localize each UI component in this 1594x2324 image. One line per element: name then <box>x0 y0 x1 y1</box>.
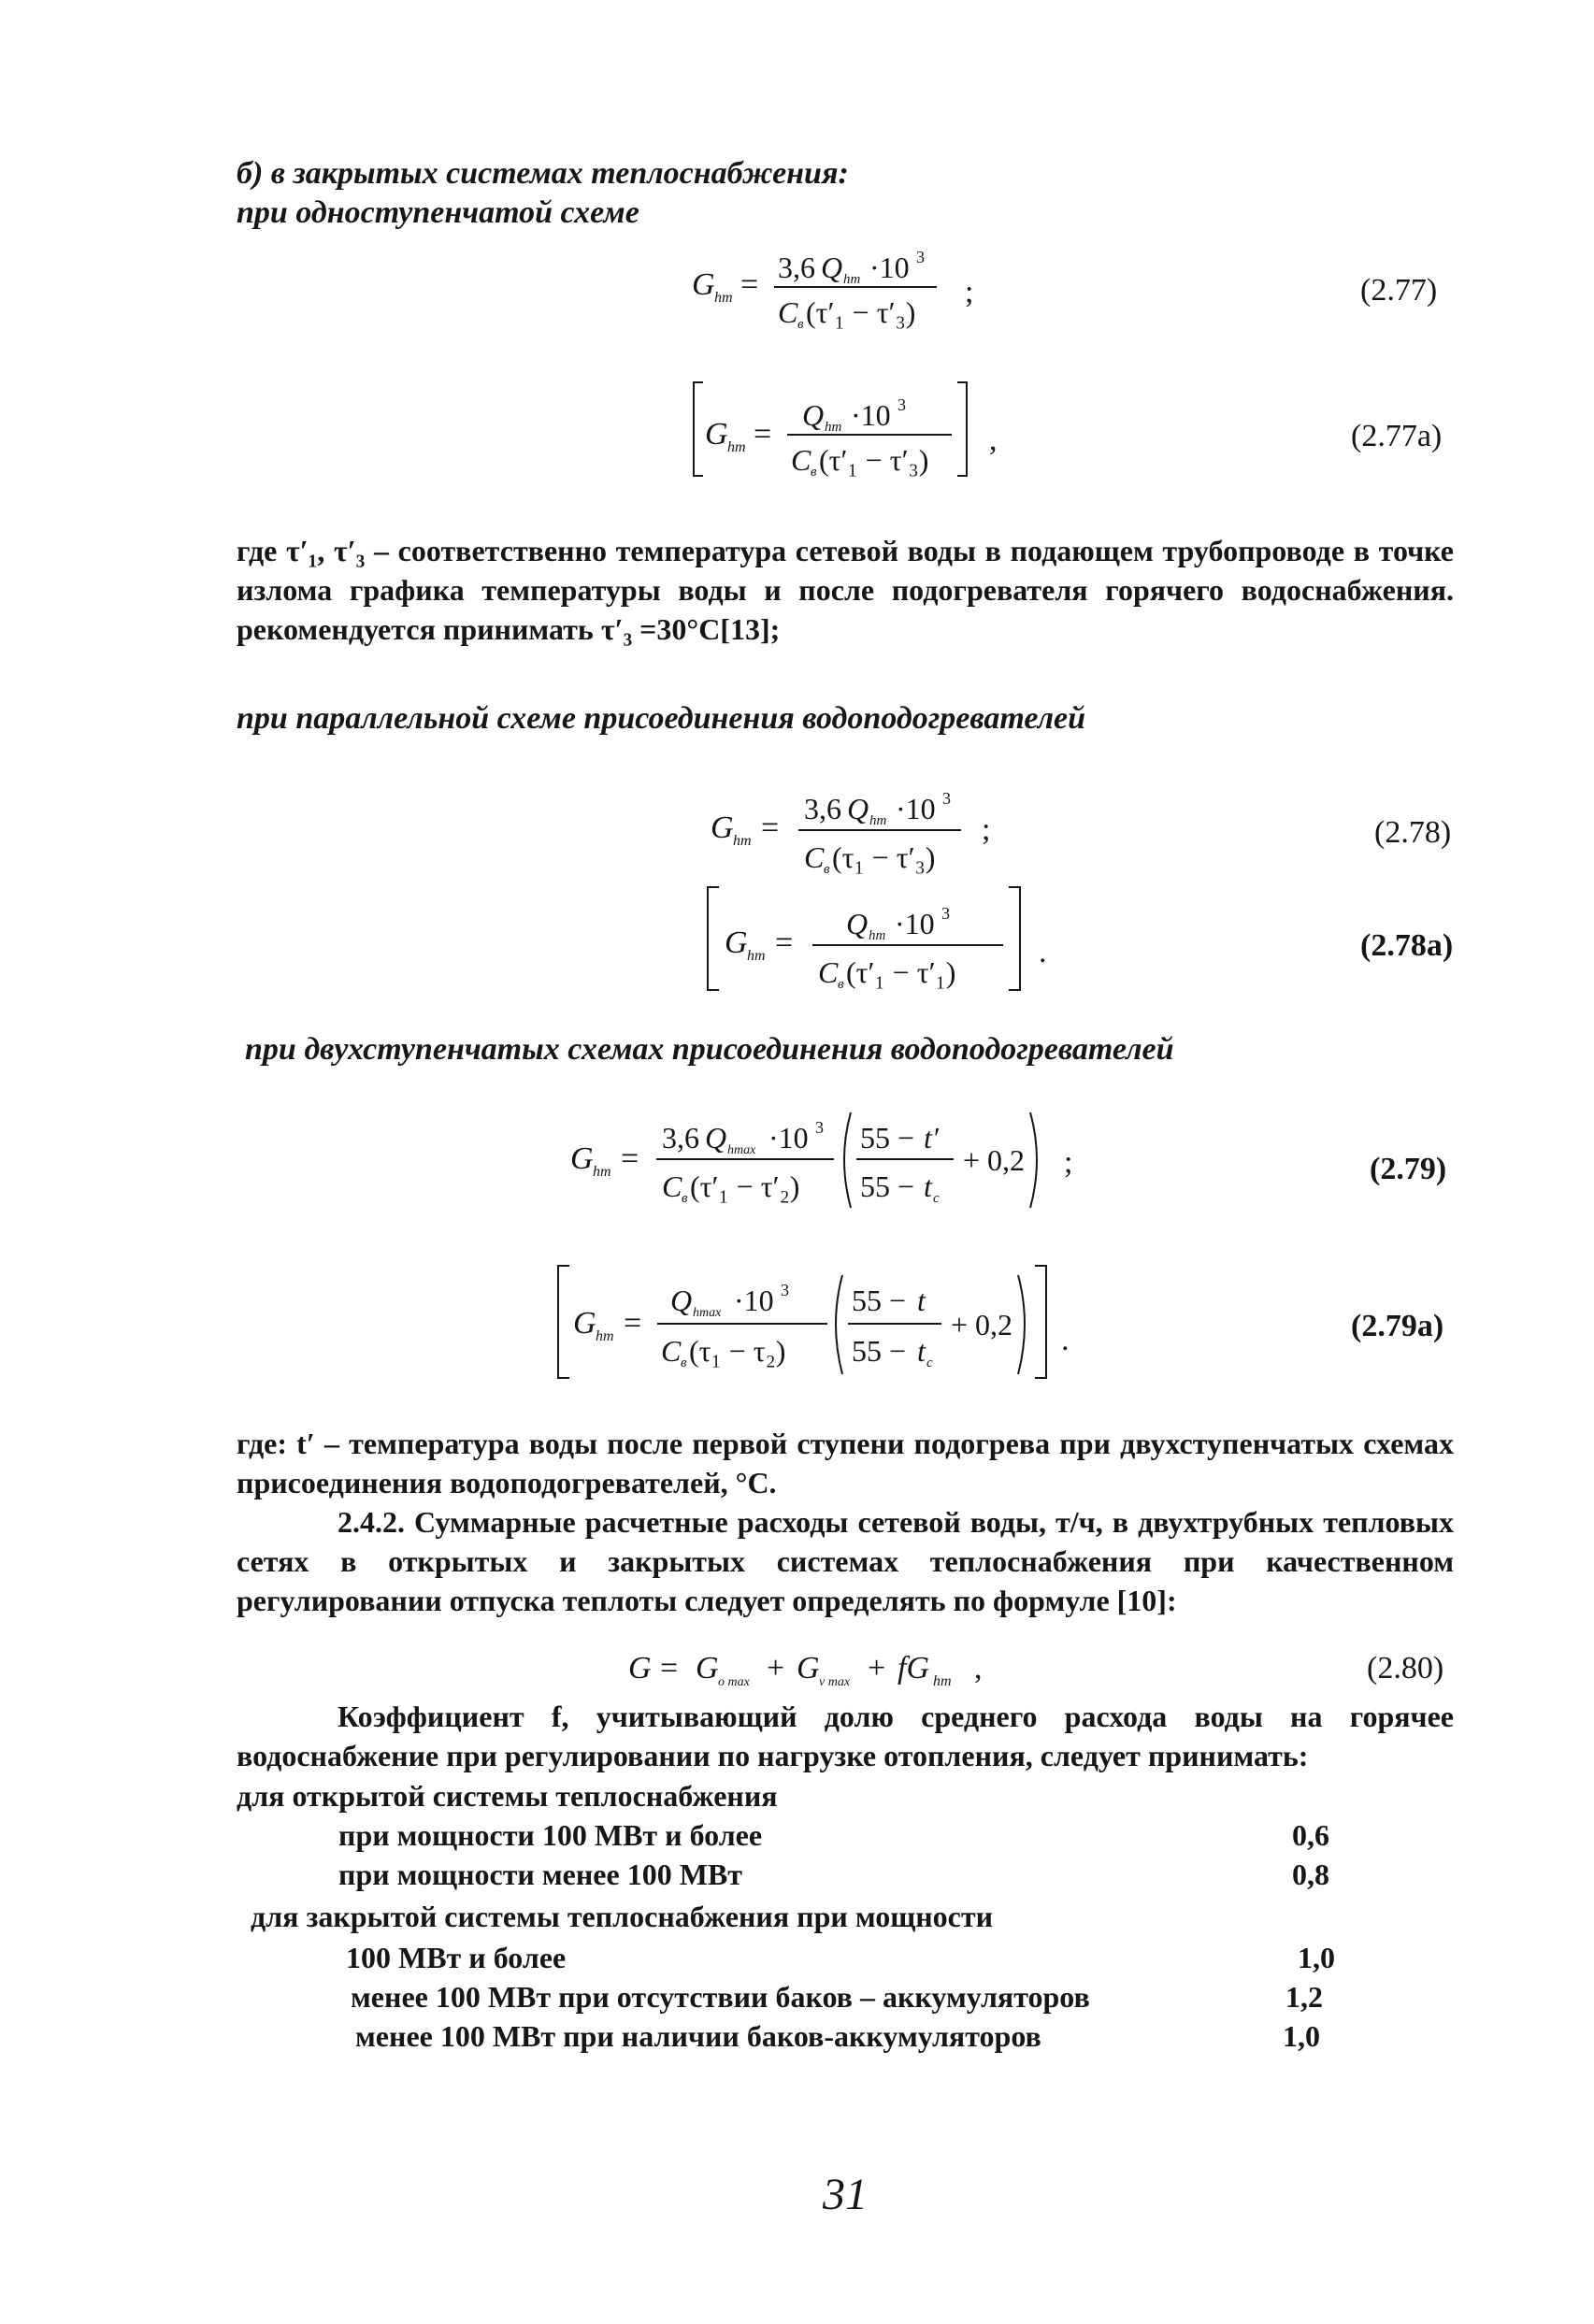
svg-text:Q: Q <box>802 398 825 432</box>
svg-text:=: = <box>740 267 759 302</box>
equation-number-2-78: (2.78) <box>1374 815 1452 850</box>
equation-number-2-79: (2.79) <box>1370 1152 1447 1186</box>
svg-text:;: ; <box>982 812 991 847</box>
svg-text:55 −: 55 − <box>860 1169 915 1203</box>
equation-number-2-77: (2.77) <box>1360 273 1438 308</box>
svg-text:3: 3 <box>942 789 951 808</box>
svg-text:C: C <box>818 955 839 989</box>
svg-text:Q: Q <box>847 792 869 825</box>
svg-text:C: C <box>804 840 825 874</box>
equation-number-2-78a: (2.78a) <box>1360 928 1454 963</box>
svg-text:в: в <box>824 862 830 877</box>
svg-text:G: G <box>628 1651 652 1686</box>
svg-text:G: G <box>696 1651 719 1686</box>
svg-text:·10: ·10 <box>734 1284 774 1317</box>
svg-text:=: = <box>624 1306 642 1341</box>
svg-text:55 −: 55 − <box>852 1284 907 1317</box>
svg-text:,: , <box>974 1651 983 1686</box>
formula-2-79 <box>570 1103 1094 1225</box>
coef-row-value: 1,2 <box>1285 1980 1323 2014</box>
svg-text:3: 3 <box>898 395 906 414</box>
svg-text:55 −: 55 − <box>852 1334 907 1368</box>
formula-2-77a <box>692 379 1028 500</box>
svg-text:3,6: 3,6 <box>804 792 841 825</box>
page-number: 31 <box>823 2170 868 2219</box>
svg-text:t: t <box>917 1284 926 1317</box>
svg-text:G: G <box>797 1651 820 1686</box>
svg-text:hm: hm <box>733 833 752 849</box>
svg-text:(τ′₁ − τ′₃): (τ′₁ − τ′₃) <box>819 443 929 477</box>
svg-text:3: 3 <box>941 904 950 923</box>
coef-closed-header-label: для закрытой системы теплоснабжения при мощности <box>251 1900 993 1933</box>
coef-row-value: 1,0 <box>1298 1941 1335 1974</box>
coef-open-header-label: для открытой системы теплоснабжения <box>237 1779 778 1813</box>
svg-text:;: ; <box>965 275 974 309</box>
coef-row-label: при мощности 100 МВт и более <box>338 1818 763 1852</box>
svg-text:fG: fG <box>898 1651 929 1686</box>
coef-row-value: 1,0 <box>1283 2019 1320 2053</box>
svg-text:C: C <box>661 1334 682 1368</box>
svg-text:в: в <box>838 977 844 992</box>
svg-text:3: 3 <box>815 1118 824 1137</box>
svg-text:·10: ·10 <box>768 1121 809 1155</box>
coef-row-value: 0,6 <box>1292 1818 1329 1852</box>
svg-text:Q: Q <box>821 251 843 284</box>
equation-number-2-77a: (2.77a) <box>1351 419 1443 453</box>
svg-text:3,6: 3,6 <box>778 251 815 284</box>
svg-text:hm: hm <box>825 420 842 435</box>
svg-text:,: , <box>989 423 998 457</box>
equation-number-2-80: (2.80) <box>1367 1651 1444 1686</box>
svg-text:=: = <box>660 1651 679 1686</box>
svg-text:hm: hm <box>714 290 733 306</box>
heading-two-stage-scheme: при двухступенчатых схемах присоединения водоподогревателей <box>245 1032 1174 1067</box>
svg-text:+ 0,2: + 0,2 <box>963 1143 1026 1177</box>
svg-text:+: + <box>868 1651 886 1686</box>
section-heading-line2: при одноступенчатой схеме <box>237 195 639 230</box>
svg-text:hm: hm <box>727 439 746 455</box>
svg-text:G: G <box>705 417 728 452</box>
svg-text:G: G <box>570 1141 594 1176</box>
svg-text:c: c <box>926 1356 933 1370</box>
svg-text:·10: ·10 <box>869 251 910 284</box>
svg-text:=: = <box>621 1141 639 1176</box>
svg-text:o max: o max <box>718 1675 750 1689</box>
svg-text:3,6: 3,6 <box>662 1121 699 1155</box>
svg-text:hm: hm <box>596 1328 614 1344</box>
svg-text:hm: hm <box>593 1164 611 1180</box>
svg-text:(τ′₁ − τ′₃): (τ′₁ − τ′₃) <box>806 295 916 329</box>
svg-text:Q: Q <box>705 1121 727 1155</box>
svg-text:+ 0,2: + 0,2 <box>951 1308 1013 1341</box>
svg-text:=: = <box>761 811 780 845</box>
svg-text:G: G <box>692 267 715 302</box>
svg-text:Q: Q <box>846 907 869 940</box>
svg-text:t: t <box>924 1169 932 1203</box>
svg-text:G: G <box>573 1306 596 1341</box>
paragraph-where-tau: где τ′₁, τ′₃ – соответственно температура сетевой воды в подающем трубопроводе в точке излома графика температуры воды и после подогревателя горячего водоснабжения. рекомендуется принимать τ′₃ =30°C[13]; <box>237 534 1454 646</box>
svg-text:hm: hm <box>869 813 887 828</box>
svg-text:hmax: hmax <box>693 1306 722 1320</box>
paragraph-2-4-2 <box>237 1502 1454 1620</box>
svg-text:(τ′₁ − τ′₂): (τ′₁ − τ′₂) <box>690 1169 800 1203</box>
svg-text:+: + <box>767 1651 785 1686</box>
svg-text:55 −: 55 − <box>860 1121 915 1155</box>
svg-text:·10: ·10 <box>895 907 935 940</box>
svg-text:Q: Q <box>670 1284 693 1317</box>
svg-text:;: ; <box>1064 1145 1073 1180</box>
coef-row-label: менее 100 МВт при отсутствии баков – аккумуляторов <box>351 1980 1090 2014</box>
equation-number-2-79a: (2.79a) <box>1351 1309 1444 1343</box>
coef-row-label: при мощности менее 100 МВт <box>338 1858 742 1891</box>
section-heading-line1: б) в закрытых системах теплоснабжения: <box>237 156 849 191</box>
svg-text:hm: hm <box>747 948 766 964</box>
section-heading <box>237 154 849 233</box>
svg-text:C: C <box>791 443 811 477</box>
svg-text:(τ₁ − τ₂): (τ₁ − τ₂) <box>689 1334 786 1368</box>
svg-text:C: C <box>778 295 798 329</box>
svg-text:hmax: hmax <box>727 1143 756 1157</box>
svg-text:C: C <box>662 1169 682 1203</box>
formula-2-78 <box>711 776 1019 897</box>
coef-row-value: 0,8 <box>1292 1858 1329 1891</box>
svg-text:t′: t′ <box>924 1121 939 1155</box>
formula-2-78a <box>706 883 1061 1005</box>
paragraph-coefficient-f-text: Коэффициент f, учитывающий долю среднего расхода воды на горячее водоснабжение при регулировании по нагрузке отопления, следует принимать: <box>237 1700 1454 1772</box>
paragraph-2-4-2-text: 2.4.2. Суммарные расчетные расходы сетевой воды, т/ч, в двухтрубных тепловых сетях в открытых и закрытых системах теплоснабжения при качественном регулировании отпуска теплоты следует определять по формуле [10]: <box>237 1505 1454 1617</box>
heading-parallel-scheme: при параллельной схеме присоединения водоподогревателей <box>237 701 1086 736</box>
svg-text:3: 3 <box>916 248 925 266</box>
paragraph-coefficient-f <box>237 1697 1454 1775</box>
svg-text:в: в <box>797 317 804 332</box>
svg-text:.: . <box>1039 935 1047 969</box>
svg-text:G: G <box>711 811 734 845</box>
svg-text:G: G <box>725 925 748 960</box>
svg-text:.: . <box>1061 1323 1070 1357</box>
formula-2-77 <box>692 238 1028 360</box>
svg-text:3: 3 <box>781 1281 789 1299</box>
svg-text:hm: hm <box>869 928 886 943</box>
svg-text:=: = <box>775 925 794 960</box>
svg-text:t: t <box>917 1334 926 1368</box>
svg-text:в: в <box>681 1356 687 1370</box>
svg-text:в: в <box>811 465 817 480</box>
svg-text:(τ₁ − τ′₃): (τ₁ − τ′₃) <box>832 840 936 874</box>
svg-text:hm: hm <box>933 1673 952 1689</box>
svg-text:=: = <box>754 417 772 452</box>
svg-text:·10: ·10 <box>851 398 891 432</box>
coef-row-label: менее 100 МВт при наличии баков-аккумуляторов <box>355 2019 1041 2053</box>
paragraph-where-t: где: t′ – температура воды после первой ступени подогрева при двухступенчатых схемах присоединения водоподогревателей, °С. <box>237 1427 1454 1499</box>
coef-row-label: 100 МВт и более <box>346 1941 567 1974</box>
formula-2-79a <box>556 1262 1099 1384</box>
svg-text:hm: hm <box>843 272 861 287</box>
svg-text:v max: v max <box>819 1675 851 1689</box>
svg-text:c: c <box>933 1191 940 1206</box>
svg-text:(τ′₁ − τ′₁): (τ′₁ − τ′₁) <box>846 955 956 989</box>
svg-text:в: в <box>682 1191 688 1206</box>
svg-text:·10: ·10 <box>896 792 936 825</box>
